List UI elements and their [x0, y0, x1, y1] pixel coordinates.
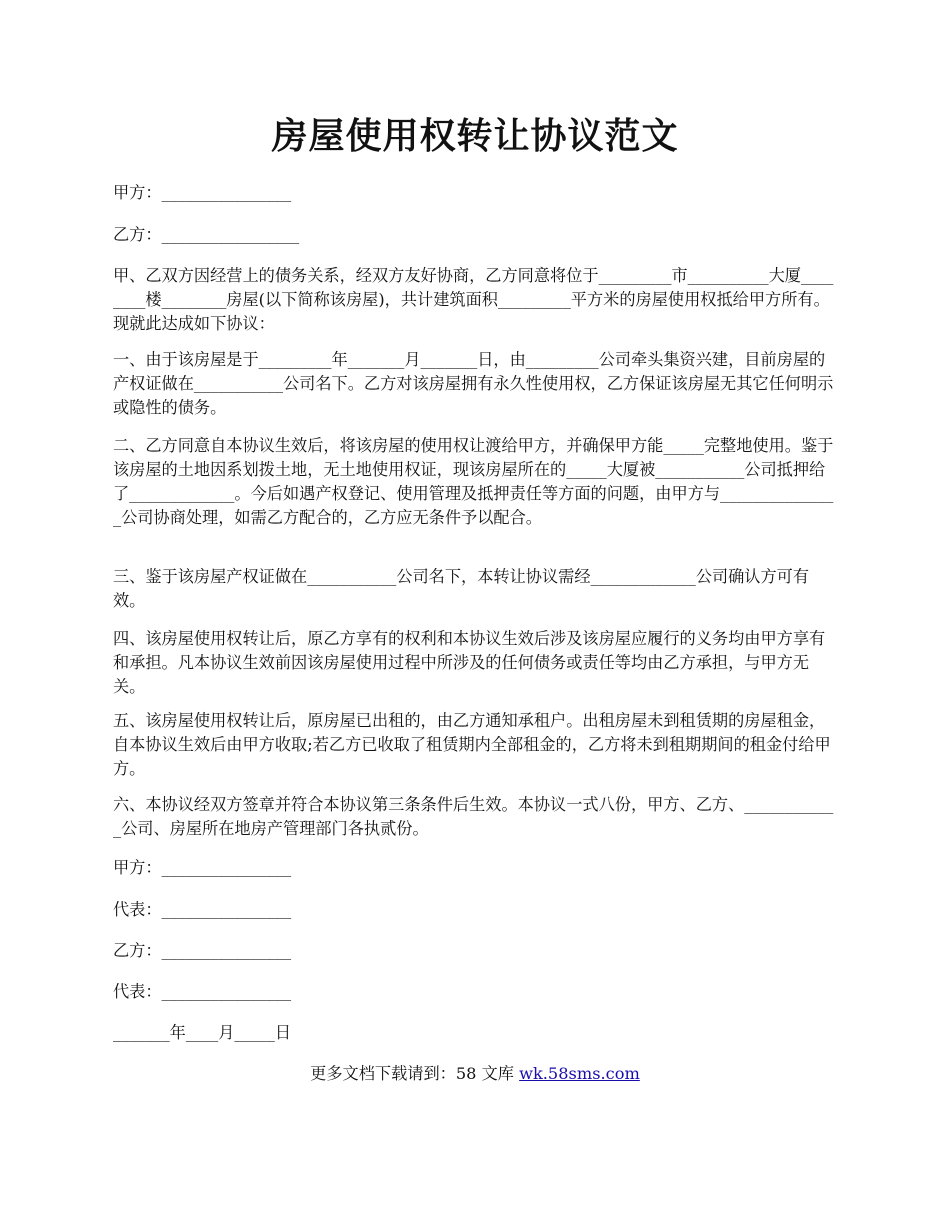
date-line: _______年____月_____日: [113, 1023, 292, 1042]
clause-6: 六、本协议经双方签章并符合本协议第三条条件后生效。本协议一式八份，甲方、乙方、____________公司、房屋所在地房产管理部门各执贰份。: [113, 795, 834, 838]
sign-party-b: 乙方：________________: [113, 941, 292, 960]
footer-text: 更多文档下载请到：58 文库: [310, 1064, 520, 1083]
party-b-header: 乙方：_________________: [113, 225, 300, 244]
intro-paragraph: 甲、乙双方因经营上的债务关系，经双方友好协商，乙方同意将位于_________市__________大厦________楼________房屋(以下简称该房屋)，共计建筑面积_________平方米的房屋使用权抵给甲方所有。现就此达成如下协议：: [113, 266, 834, 333]
clause-1: 一、由于该房屋是于_________年_______月_______日，由_________公司牵头集资兴建，目前房屋的产权证做在___________公司名下。乙方对该房屋拥有永久性使用权，乙方保证该房屋无其它任何明示或隐性的债务。: [113, 350, 834, 417]
footer-link[interactable]: wk.58sms.com: [519, 1064, 640, 1083]
footer: [0, 1062, 950, 1086]
sign-representative-a: 代表：________________: [113, 900, 292, 919]
sign-representative-b: 代表：________________: [113, 982, 292, 1001]
sign-party-a: 甲方：________________: [113, 858, 292, 877]
party-a-header: 甲方：________________: [113, 183, 292, 202]
clause-5: 五、该房屋使用权转让后，原房屋已出租的，由乙方通知承租户。出租房屋未到租赁期的房屋租金，自本协议生效后由甲方收取;若乙方已收取了租赁期内全部租金的，乙方将未到租期期间的租金付给甲方。: [113, 711, 831, 778]
document-title: 房屋使用权转让协议范文: [271, 115, 679, 157]
clause-2: 二、乙方同意自本协议生效后，将该房屋的使用权让渡给甲方，并确保甲方能_____完整地使用。鉴于该房屋的土地因系划拨土地，无土地使用权证，现该房屋所在的_____大厦被___________公司抵押给了_____________。今后如遇产权登记、使用管理及抵押责任等方面的问题，由甲方与_______________公司协商处理，如需乙方配合的，乙方应无条件予以配合。: [113, 436, 834, 527]
clause-3: 三、鉴于该房屋产权证做在___________公司名下，本转让协议需经_____________公司确认方可有效。: [113, 567, 810, 610]
clause-4: 四、该房屋使用权转让后，原乙方享有的权利和本协议生效后涉及该房屋应履行的义务均由甲方享有和承担。凡本协议生效前因该房屋使用过程中所涉及的任何债务或责任等均由乙方承担，与甲方无关。: [113, 629, 826, 696]
